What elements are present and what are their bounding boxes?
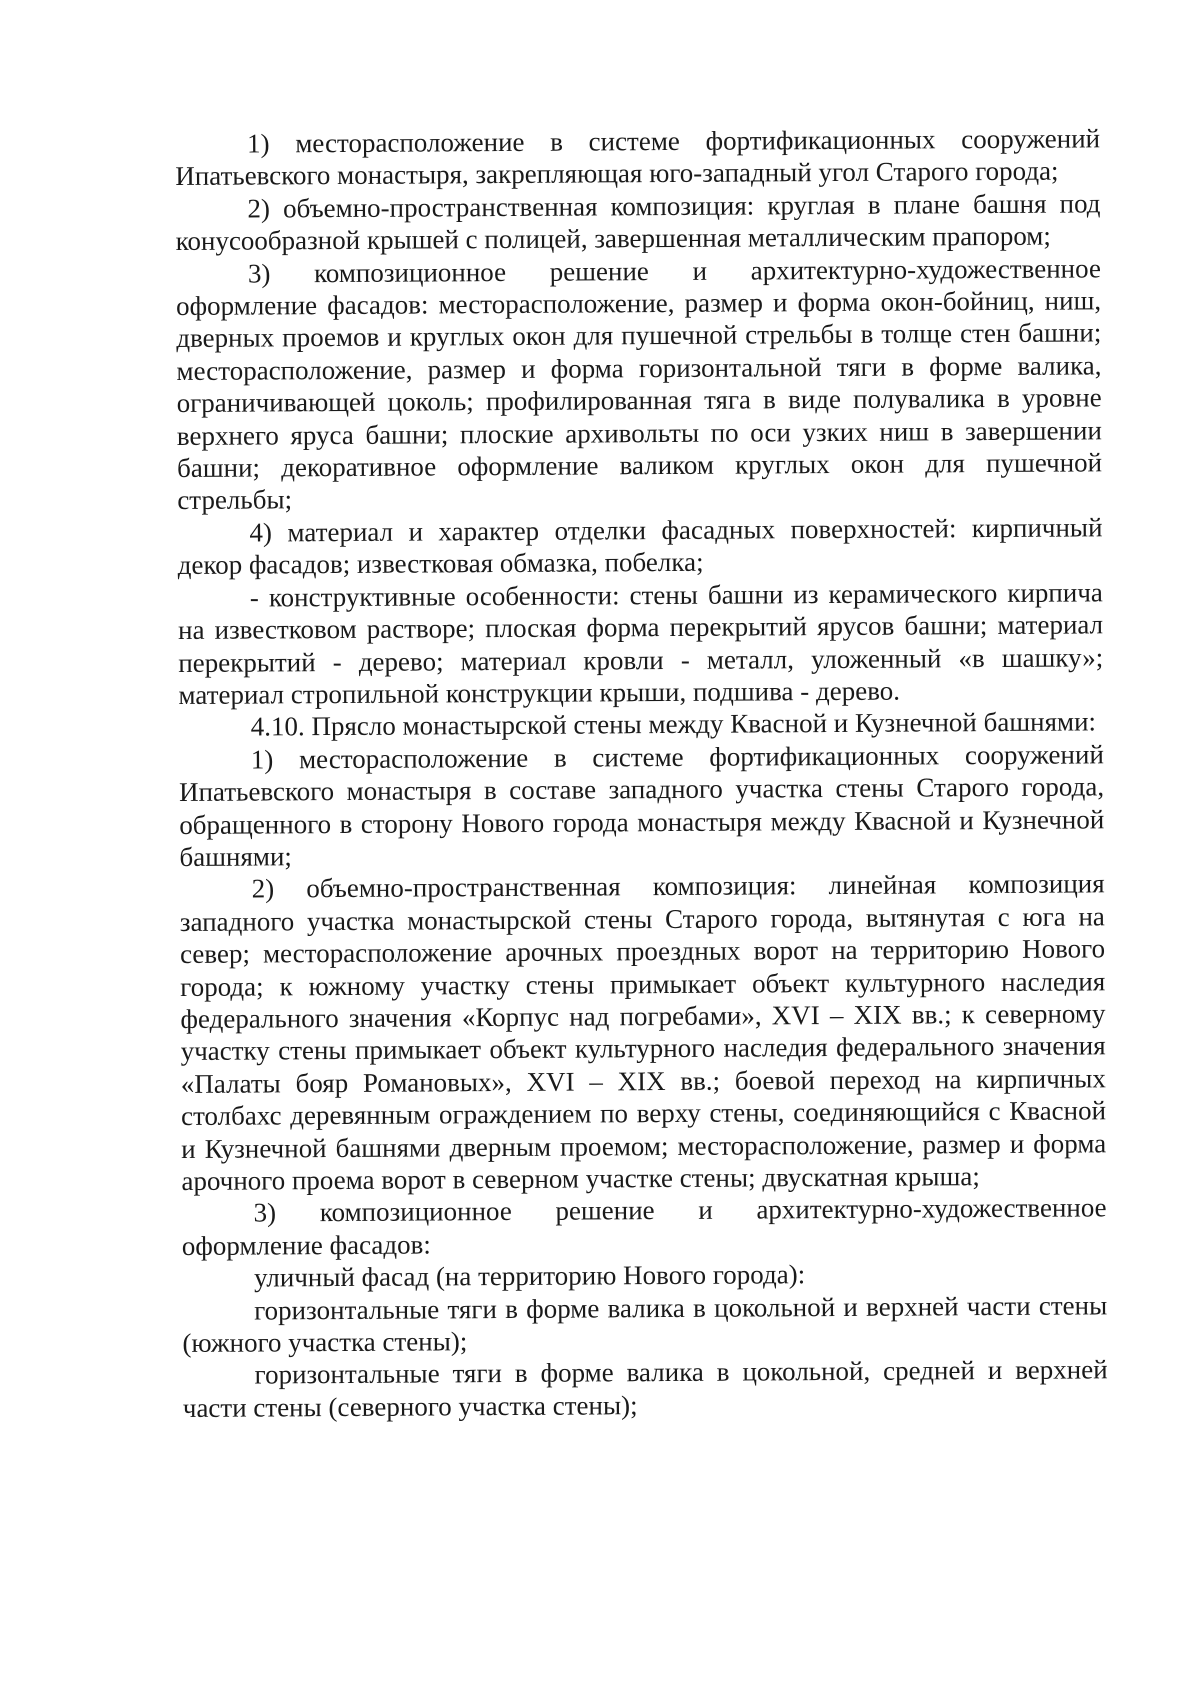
paragraph-facade-tower: 3) композиционное решение и архитектурно-художественное оформление фасадов: месторасположение, размер и форма окон-бойниц, ниш, дверных проемов и круглых окон для пушечной стрельбы в толще стен башни; месторасположение, размер и форма горизонтальной тяги в форме валика, ограничивающей цоколь; профилированная тяга в виде полувалика в уровне верхнего яруса башни; плоские архивольты по оси узких ниш в завершении башни; декоративное оформление валиком круглых окон для пушечной стрельбы; — [175, 252, 1103, 516]
paragraph-volume-wall: 2) объемно-пространственная композиция: линейная композиция западного участка монастырской стены Старого города, вытянутая с юга на север; месторасположение арочных проездных ворот на территорию Нового города; к южному участку стены примыкает объект культурного наследия федерального значения «Корпус над погребами», XVI – XIX вв.; к северному участку стены примыкает объект культурного наследия федерального значения «Палаты бояр Романовых», XVI – XIX вв.; боевой переход на кирпичных столбахс деревянным ограждением по верху стены, соединяющийся с Квасной и Кузнечной башнями дверным проемом; месторасположение, размер и форма арочного проема ворот в северном участке стены; двускатная крыша; — [179, 868, 1107, 1196]
paragraph-cornices-south: горизонтальные тяги в форме валика в цокольной и верхней части стены (южного участка стены); — [182, 1289, 1108, 1359]
paragraph-material-tower: 4) материал и характер отделки фасадных поверхностей: кирпичный декор фасадов; известковая обмазка, побелка; — [177, 512, 1103, 581]
paragraph-location-wall: 1) месторасположение в системе фортификационных сооружений Ипатьевского монастыря в составе западного участка стены Старого города, обращенного в сторону Нового города монастыря между Квасной и Кузнечной башнями; — [178, 739, 1105, 872]
paragraph-construction-tower: - конструктивные особенности: стены башни из керамического кирпича на известковом растворе; плоская форма перекрытий ярусов башни; материал перекрытий - дерево; материал кровли - металл, уложенный «в шашку»; материал стропильной конструкции крыши, подшива - дерево. — [177, 577, 1104, 710]
paragraph-cornices-north: горизонтальные тяги в форме валика в цокольной, средней и верхней части стены (северного участка стены); — [182, 1354, 1108, 1423]
document-text — [175, 122, 1108, 1424]
paragraph-location-tower: 1) месторасположение в системе фортификационных сооружений Ипатьевского монастыря, закрепляющая юго-западный угол Старого города; — [175, 123, 1101, 192]
paragraph-volume-tower: 2) объемно-пространственная композиция: круглая в плане башня под конусообразной крышей с полицей, завершенная металлическим прапором; — [175, 188, 1101, 257]
section-heading-4-10: 4.10. Прясло монастырской стены между Квасной и Кузнечной башнями: — [250, 706, 1097, 742]
paragraph-street-facade: уличный фасад (на территорию Нового города): — [253, 1259, 806, 1293]
paragraph-facade-wall: 3) композиционное решение и архитектурно-художественное оформление фасадов: — [181, 1192, 1107, 1261]
